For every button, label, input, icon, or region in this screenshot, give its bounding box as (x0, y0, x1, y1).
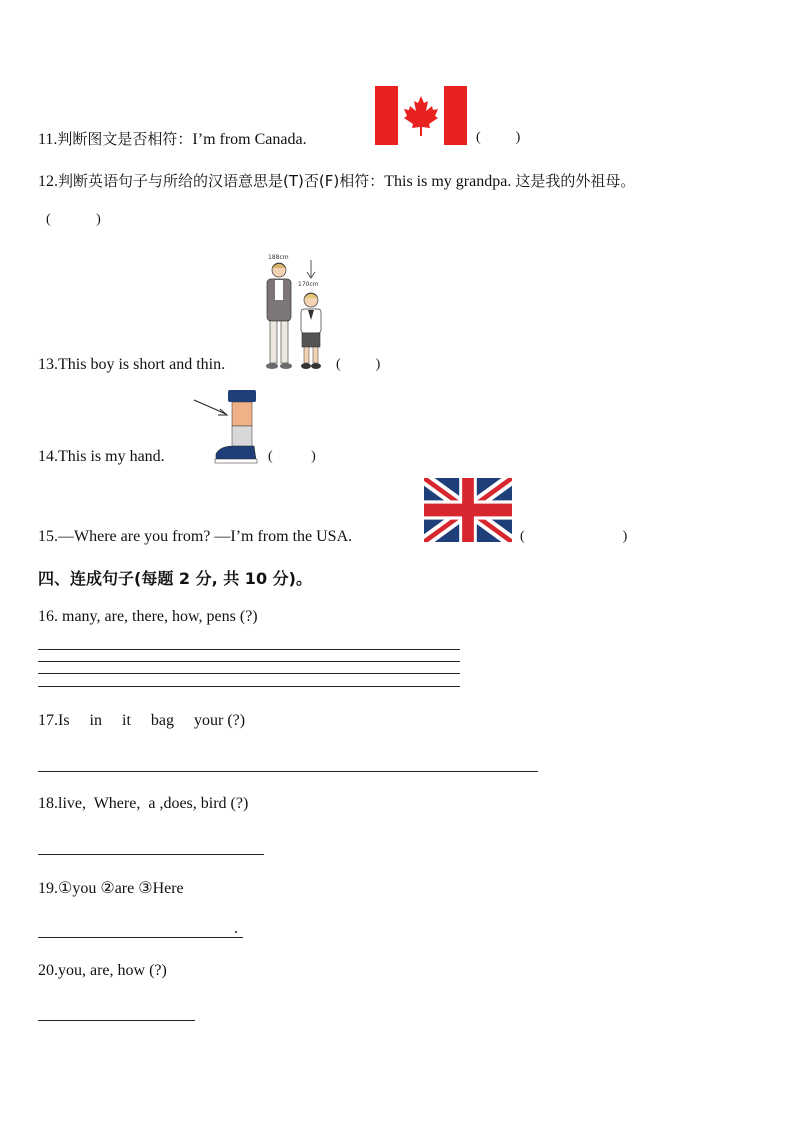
question-16: 16. many, are, there, how, pens (?) (38, 608, 258, 625)
question-11 (38, 128, 307, 149)
short-height-label: 170cm (298, 281, 319, 288)
q19-period: . (234, 920, 238, 937)
q11-instruction: 判断图文是否相符： (57, 130, 193, 148)
q12-number: 12. (38, 173, 58, 190)
question-13: 13.This boy is short and thin. (38, 356, 226, 373)
q12-instruction: 判断英语句子与所给的汉语意思是 (58, 172, 284, 190)
q13-answer-blank[interactable]: ( ) (336, 357, 381, 372)
q17-answer-line[interactable] (38, 771, 538, 772)
leg-and-shoe-image (190, 388, 268, 466)
q16-answer-line-2[interactable] (38, 661, 460, 662)
question-15: 15.—Where are you from? —I’m from the USA. (38, 528, 353, 545)
uk-flag-image (424, 478, 512, 542)
question-19: 19.①you ②are ③Here (38, 880, 184, 897)
canada-flag-image (375, 86, 467, 145)
q19-answer-line[interactable] (38, 937, 243, 938)
q11-number: 11. (38, 131, 58, 148)
tall-height-label: 188cm (268, 254, 289, 261)
question-17: 17.Is in it bag your (?) (38, 712, 246, 729)
question-14: 14.This is my hand. (38, 448, 165, 465)
q18-answer-line[interactable] (38, 854, 264, 855)
question-20: 20.you, are, how (?) (38, 962, 167, 979)
q11-answer-blank[interactable]: ( ) (476, 130, 521, 145)
q14-answer-blank[interactable]: ( ) (268, 449, 316, 464)
q12-sentence: This is my grandpa. (384, 173, 516, 190)
q16-answer-line-4[interactable] (38, 686, 460, 687)
q15-answer-blank[interactable]: ( ) (520, 529, 628, 544)
section-4-title: 四、连成句子(每题 2 分, 共 10 分)。 (38, 569, 312, 588)
question-12 (38, 170, 635, 191)
q12-chinese-meaning: 这是我的外祖母。 (515, 172, 636, 190)
q12-tf-label: (T)否(F)相符： (283, 172, 385, 190)
q16-answer-line-3[interactable] (38, 673, 460, 674)
tall-and-short-boys-image (258, 250, 330, 374)
q12-answer-blank[interactable]: ( ) (46, 212, 101, 227)
q11-sentence: I’m from Canada. (192, 131, 307, 148)
q16-answer-line-1[interactable] (38, 649, 460, 650)
q20-answer-line[interactable] (38, 1020, 195, 1021)
question-18: 18.live, Where, a ,does, bird (?) (38, 795, 249, 812)
